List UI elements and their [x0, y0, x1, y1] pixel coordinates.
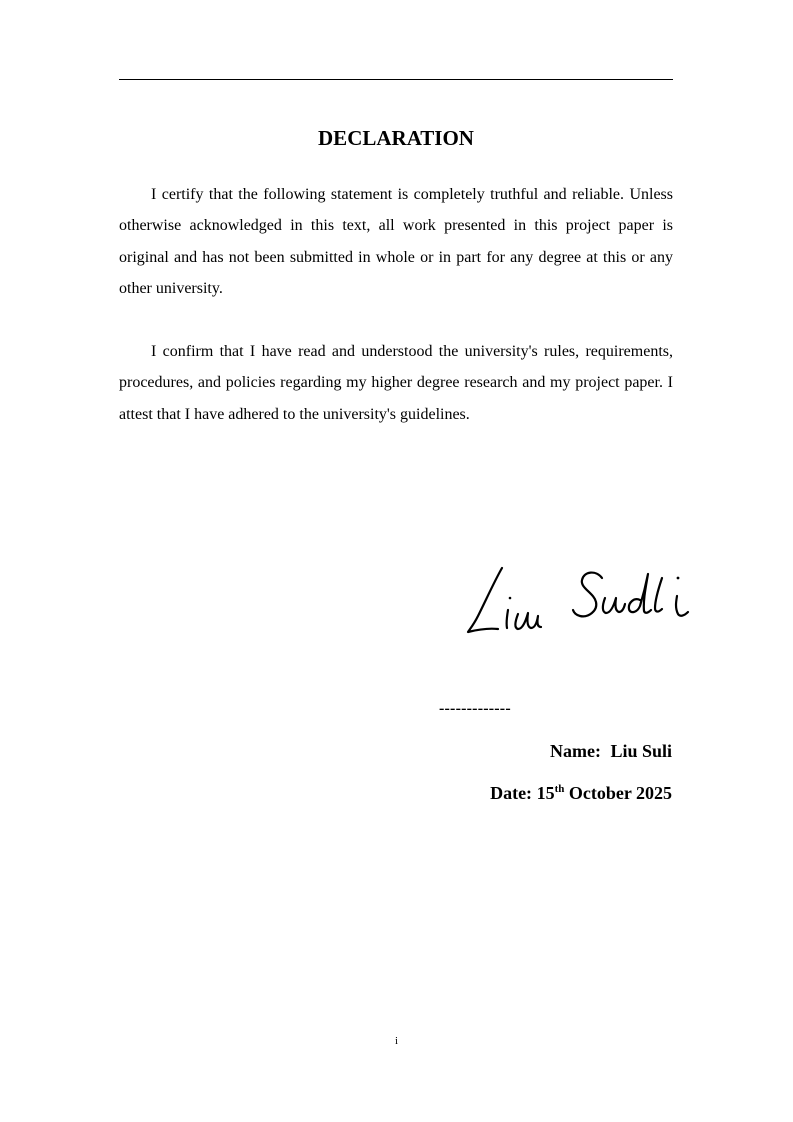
signatory-name: [550, 739, 672, 763]
handwritten-signature: [462, 556, 694, 646]
name-label: Name:: [549, 741, 601, 761]
signature-line: -------------: [439, 700, 511, 717]
page-title: DECLARATION: [318, 126, 474, 150]
date-day-suffix: th: [554, 783, 565, 795]
name-value: Liu Suli: [610, 741, 672, 761]
header-rule: [119, 79, 673, 80]
declaration-paragraph-2: I confirm that I have read and understood the university's rules, requirements, procedures, and policies regarding my higher degree research and my project paper. I attest that I have adhered to the university's guidelines.: [119, 343, 673, 423]
date-rest: October 2025: [568, 783, 672, 803]
page-number: i: [394, 1035, 399, 1047]
signature-date: [490, 781, 672, 808]
date-day: 15: [536, 783, 555, 803]
declaration-paragraph-1: I certify that the following statement is completely truthful and reliable. Unless otherwise acknowledged in this text, all work presented in this project paper is original and has not been submitted in whole or in part for any degree at this or any other university.: [119, 186, 673, 297]
date-label: Date:: [490, 783, 533, 803]
